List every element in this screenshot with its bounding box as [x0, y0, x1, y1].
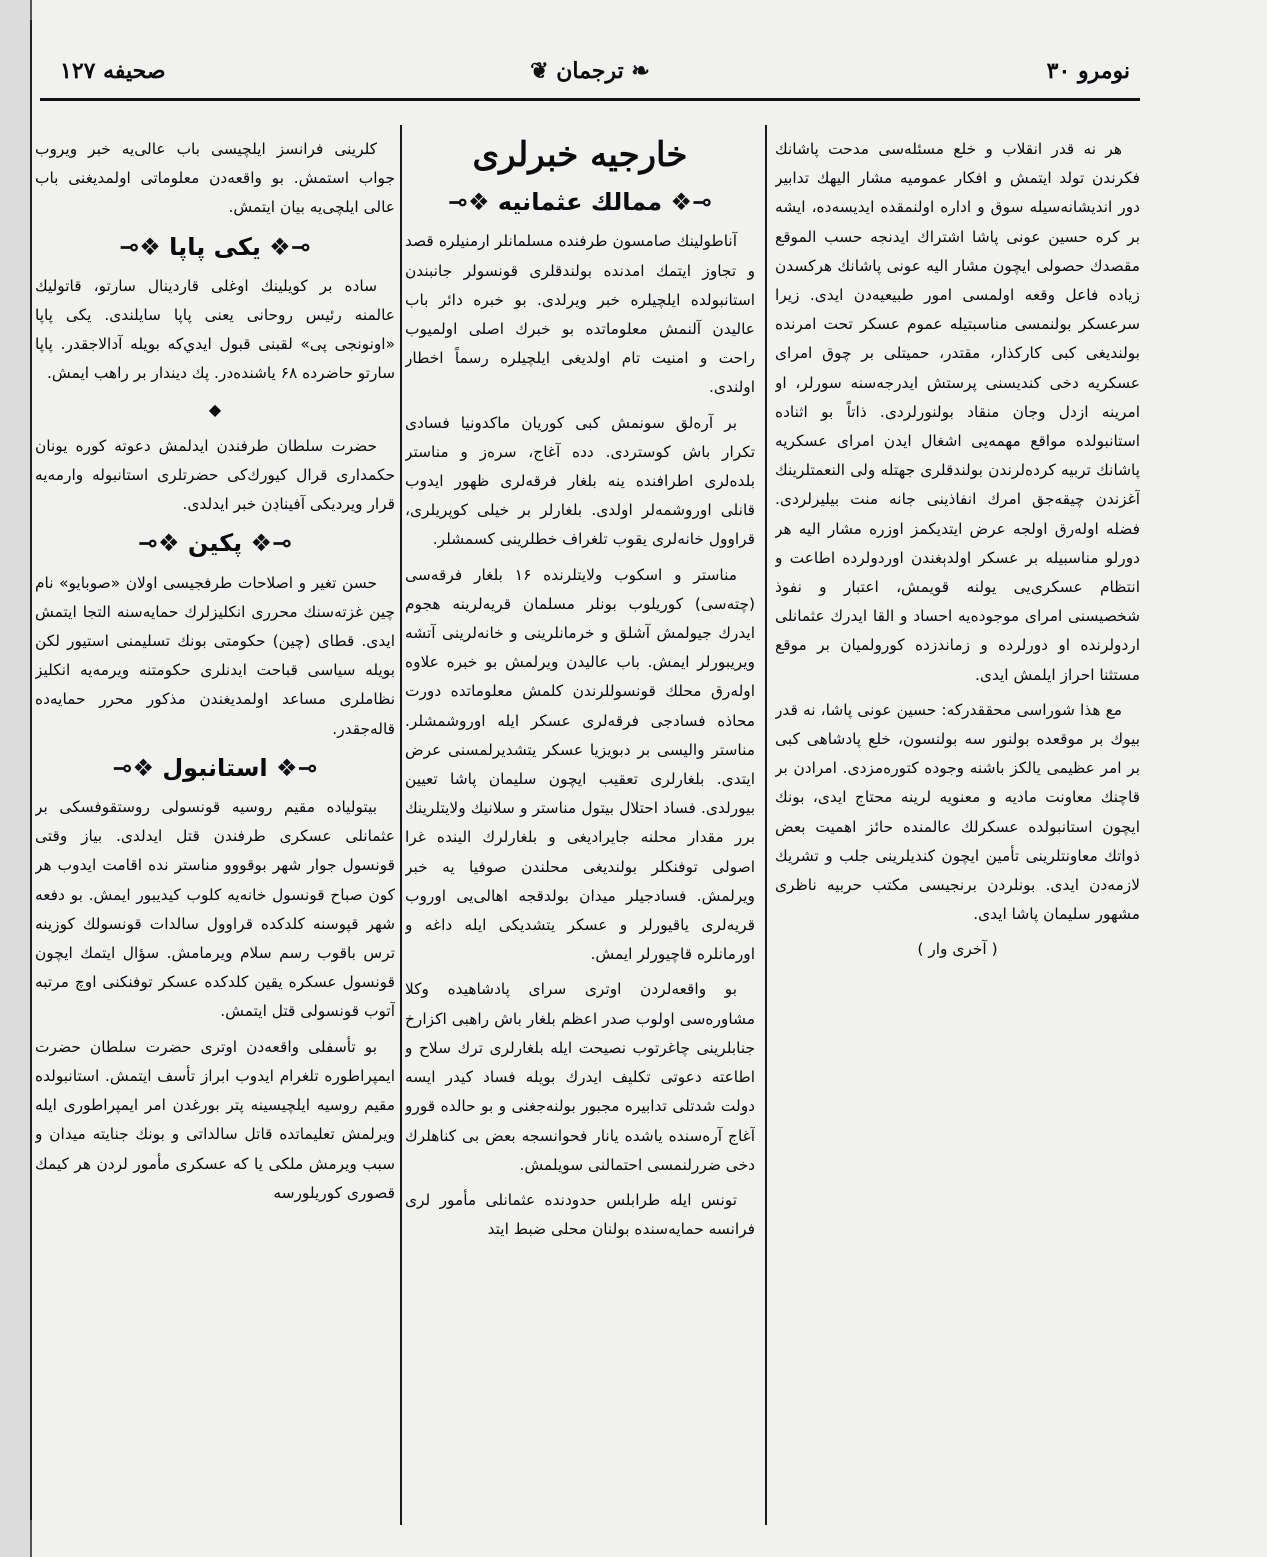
newspaper-title	[40, 58, 1140, 84]
ornament-icon: ⟜❖	[242, 529, 293, 558]
continued-note: ( آخرى وار )	[917, 940, 998, 959]
page-header	[40, 50, 1140, 100]
paragraph: كلرينى فرانسز ايلچيسى باب عالى‌يه خبر ويروب جواب استمش. بو واقعه‌دن معلوماتى اولمديغنى باب عالى ايلچى‌يه بيان ايتمش.	[35, 140, 395, 217]
paragraph: حسن تغير و اصلاحات طرفجيسى اولان «صوبايو» نام چين غزته‌سنك محررى انكليزلرك حمايه‌سنه التجا ايتمش ايدى. قطاى (چين) حكومتى بونك تسليمنى استيور لكن بويله سياسى قباحت ايدنلرى حكومتنه ويرمه‌يه انكليز نظاملرى مساعد اولمديغندن مذكور محرر حمايه‌ده قاله‌جقدر.	[35, 573, 395, 738]
ornament-icon: ❦	[530, 58, 557, 84]
ornament-icon: ❖⊸	[137, 529, 188, 558]
subheading	[405, 188, 755, 217]
subheading-text: پكين	[187, 529, 243, 558]
column-divider	[765, 125, 767, 1525]
diamond-icon: ◆	[208, 399, 222, 419]
ornament-icon: ❧	[623, 58, 650, 84]
subheading-text: ممالك عثمانيه	[497, 188, 663, 217]
header-rule	[40, 98, 1140, 101]
ornament-icon: ❖⊸	[447, 188, 498, 217]
paragraph: بو تأسفلى واقعه‌دن اوترى حضرت سلطان حضرت ايمپراطوره تلغرام ايدوب ابراز تأسف ايتمش. استانبولده مقيم روسيه ايلچيسينه پتر بورغدن امر ايمپراطورى ايله ويرلمش تعليماتده قاتل سالداتى و بونك جنايته ميدان و سبب ويرمش ملكى يا كه عسكرى مأمور لردن هر كيمك قصورى كوريلورسه	[35, 1037, 395, 1202]
column-left	[35, 135, 395, 1520]
paragraph: تونس ايله طرابلس حدودنده عثمانلى مأمور لرى فرانسه حمايه‌سنده بولنان محلى ضبط ايتد	[405, 1190, 755, 1239]
page-number: صحيفه ۱۲۷	[60, 58, 166, 84]
ornament-icon: ⟜❖	[267, 753, 318, 782]
paragraph: بيتولياده مقيم روسيه قونسولى روستقوفسكى بر عثمانلى عسكرى طرفندن قتل ايدلدى. بياز وقتى قونسول جوار شهر بوقووو مناستر نده اقامت ايدوب هر كون صباح قونسول خانه‌يه كلوب كيديبور ايمش. بو دفعه شهر قپوسنه كلدكده قراوول سالدات قونسولك كوزينه ترس باقوب رسم سلام ويرمامش. سؤال ايتمك ايچون قونسول عسكره يقين كلدكده عسكر توفنكنى اوچ مرتبه آتوب قونسولى قتل ايتمش.	[35, 798, 395, 1021]
column-middle	[405, 135, 755, 1520]
section-title: خارجيه خبرلرى	[472, 135, 688, 175]
paragraph: آناطولينك صامسون طرفنده مسلمانلر ارمنيلره قصد و تجاوز ايتمك امدنده بولندقلرى قونسولر جانبندن استانبولده ايلچيلره خبر ويرلدى. بو خبره دائر باب عاليدن آلنمش معلوماتده بو خبرك اصلى اولميوب راحت و امنيت تام اولديغى ايلچيلره رسماً اخطار اولندى.	[405, 232, 755, 397]
subheading-istanbul	[35, 754, 395, 783]
paragraph: بو واقعه‌لردن اوترى سراى پادشاهيده وكلا مشاورەسى اولوب صدر اعظم بلغار باش راهبى اكزارخ جنابلرينى چاغرتوب نصيحت ايله بلغارلرى ترك سلاح و اطاعته دعوتى تكليف ايدرك بويله فساد كيدر ايسه دولت شدتلى تدابيره مجبور بولنه‌جغنى و بو حالده قورو آغاج آرەسنده ياشده يانار فحوانسجه بعض بى كناهلرك دخى ضررلنمسى احتمالنى سويلمش.	[405, 980, 755, 1174]
subheading-pope	[35, 233, 395, 262]
paragraph: هر نه قدر انقلاب و خلع مسئله‌سی مدحت پاشانك فكرندن تولد ايتمش و افكار عموميه مشار اليهك تدابير دور انديشانه‌سيله سوق و اداره اولنمقده ايديسه‌ده، ايشه بر كره حسين عونى پاشا اشتراك ايدنجه حسب الموقع مقصدك حصولى ايچون مشار اليه عونى پاشانك هركسدن زياده فاعل وقعه اولمسى امور طبيعيه‌دن ايدى. زيرا سرعسكر بولنمسى مناسبتيله عموم عسكر تحت امرنده بولنديغى كبى كاركذار، مقتدر، حميتلى بر چوق امراى عسكريه دخى كنديسنى پرستش ايدرجه‌سنه سورلر، او امرينه ازدل وجان منقاد بولنورلردى. ذاتاً بو اثناده استانبولده مواقع مهمه‌يى اشغال ايدن امراى عسكريه پاشانك تربيه كرده‌لرندن بولندقلرى جهتله ولى النعمتلرينك آغزندن چيقه‌جق امرك انفاذينى جانه منت بيليرلردى. فضله اولەرق اولجه عرض ايتديكمز اوزره مشار اليه هر دورلو مناسبيله بر عسكر اولدېغندن اوردولرده اطاعت و انتظام عسكرى‌يى يولنه قويمش، اعتبار و نفوذ شخصيسنى امراى موجوده‌يه احساد و القا ايدرك عثمانلى اردولرنده او دورلرده و زماندزده كورولميان بر موقع مستثنا احراز ايلمش ايدى.	[775, 140, 1140, 684]
paragraph: بر آرەلق سونمش كبى كوريان ماكدونيا فسادى تكرار باش كوستردى. دده آغاج، سرەز و مناستر بلده‌لرى اطرافنده ينه بلغار فرقه‌لرى ظهور ايدوب قانلى اوروشمەلر اولدى. بلغارلر بر خيلى كوپريلرى، قراوول خانه‌لرى يقوب تلغراف خطلرينى كسمشلر.	[405, 413, 755, 549]
ornament-icon: ⟜❖	[662, 188, 713, 217]
subheading-text: استانبول	[162, 753, 268, 782]
subheading-peking	[35, 529, 395, 558]
column-right	[775, 135, 1140, 1520]
newspaper-name: ترجمان	[556, 58, 624, 84]
paragraph: حضرت سلطان طرفندن ايدلمش دعوته كوره يونان حكمدارى قرال كيورك‌كى حضرتلرى استانبوله وارمه‌يه قرار ويردیكى آفيناڊن خبر ايدلدى.	[35, 436, 395, 514]
ornament-icon: ⟜❖	[260, 232, 311, 261]
column-divider	[400, 125, 402, 1525]
page-edge	[0, 0, 32, 1557]
paragraph: ساده بر كويلينك اوغلى قاردينال سارتو، قاتوليك عالمنه رئيس روحانى يعنى پاپا سايلندى. يكى پاپا «اونونجى پى» لقبنى قبول ايدي‌كه بويله آدالاجقدر. پاپا سارتو حاضرده ۶۸ ياشنده‌در. پك ديندار بر راهب ايمش.	[35, 276, 395, 383]
paragraph: مناستر و اسكوب ولايتلرنده ۱۶ بلغار فرقه‌سى (چته‌سى) كوريلوب بونلر مسلمان قريه‌لرينه هجوم ايدرك جيولمش آشلق و خرمانلرينى و خانه‌لرينى آتشه ويريبورلر ايمش. باب عاليدن ويرلمش بو خبره علاوه اولەرق محلك قونسوللرندن كلمش معلوماتده دورت محاذه فسادجى فرقه‌لرى عسكر ايله اوروشمشلر. مناستر واليسى بر دبويزيا عسكر يتشديرلمسنى عرض ايتدى. بلغارلرى تعقيب ايچون سليمان پاشا تعيين بيورلدى. فساد احتلال بيتول مناستر و سلانيك ولايتلرينك برر مقدار محلنه جايراديغى و بلغارلرك الينده غرا اصولى توفنكلر بولنديغى محلندن صوفيا يه خبر ويرلمش. فسادجيلر ميدان بولدقجه اهالى‌يى اوروب قريه‌لرى ياقيورلر و عسكر يتشديكى ايله داغه و اورمانلره قاچيورلر ايمش.	[405, 565, 755, 964]
divider-ornament	[35, 395, 395, 424]
page-binding-line	[30, 20, 32, 1520]
ornament-icon: ❖⊸	[112, 753, 163, 782]
issue-number: نومرو ۳۰	[1046, 58, 1130, 84]
subheading-text: يكى پاپا	[169, 232, 261, 261]
ornament-icon: ❖⊸	[119, 232, 170, 261]
paragraph: مع هذا شوراسى محققدركه: حسين عونى پاشا، نه قدر بيوك بر موقعده بولنور سه بولنسون، خلع پادشاهى كبى بر امر عظيمى يالكز باشنه وجوده كتوره‌مزدى. امرادن بر قاچنك معاونت ماديه و معنويه لرينه محتاج ايدى، بونك ايچون استانبولده عسكرلك عالمنده حائز اهميت بعض ذواتك معاونتلرينى تأمين ايچون كنديلرينى جلب و تشريك لازمه‌دن ايدى. بونلردن برنجيسى مكتب حربيه ناظرى مشهور سليمان پاشا ايدى.	[775, 700, 1140, 924]
